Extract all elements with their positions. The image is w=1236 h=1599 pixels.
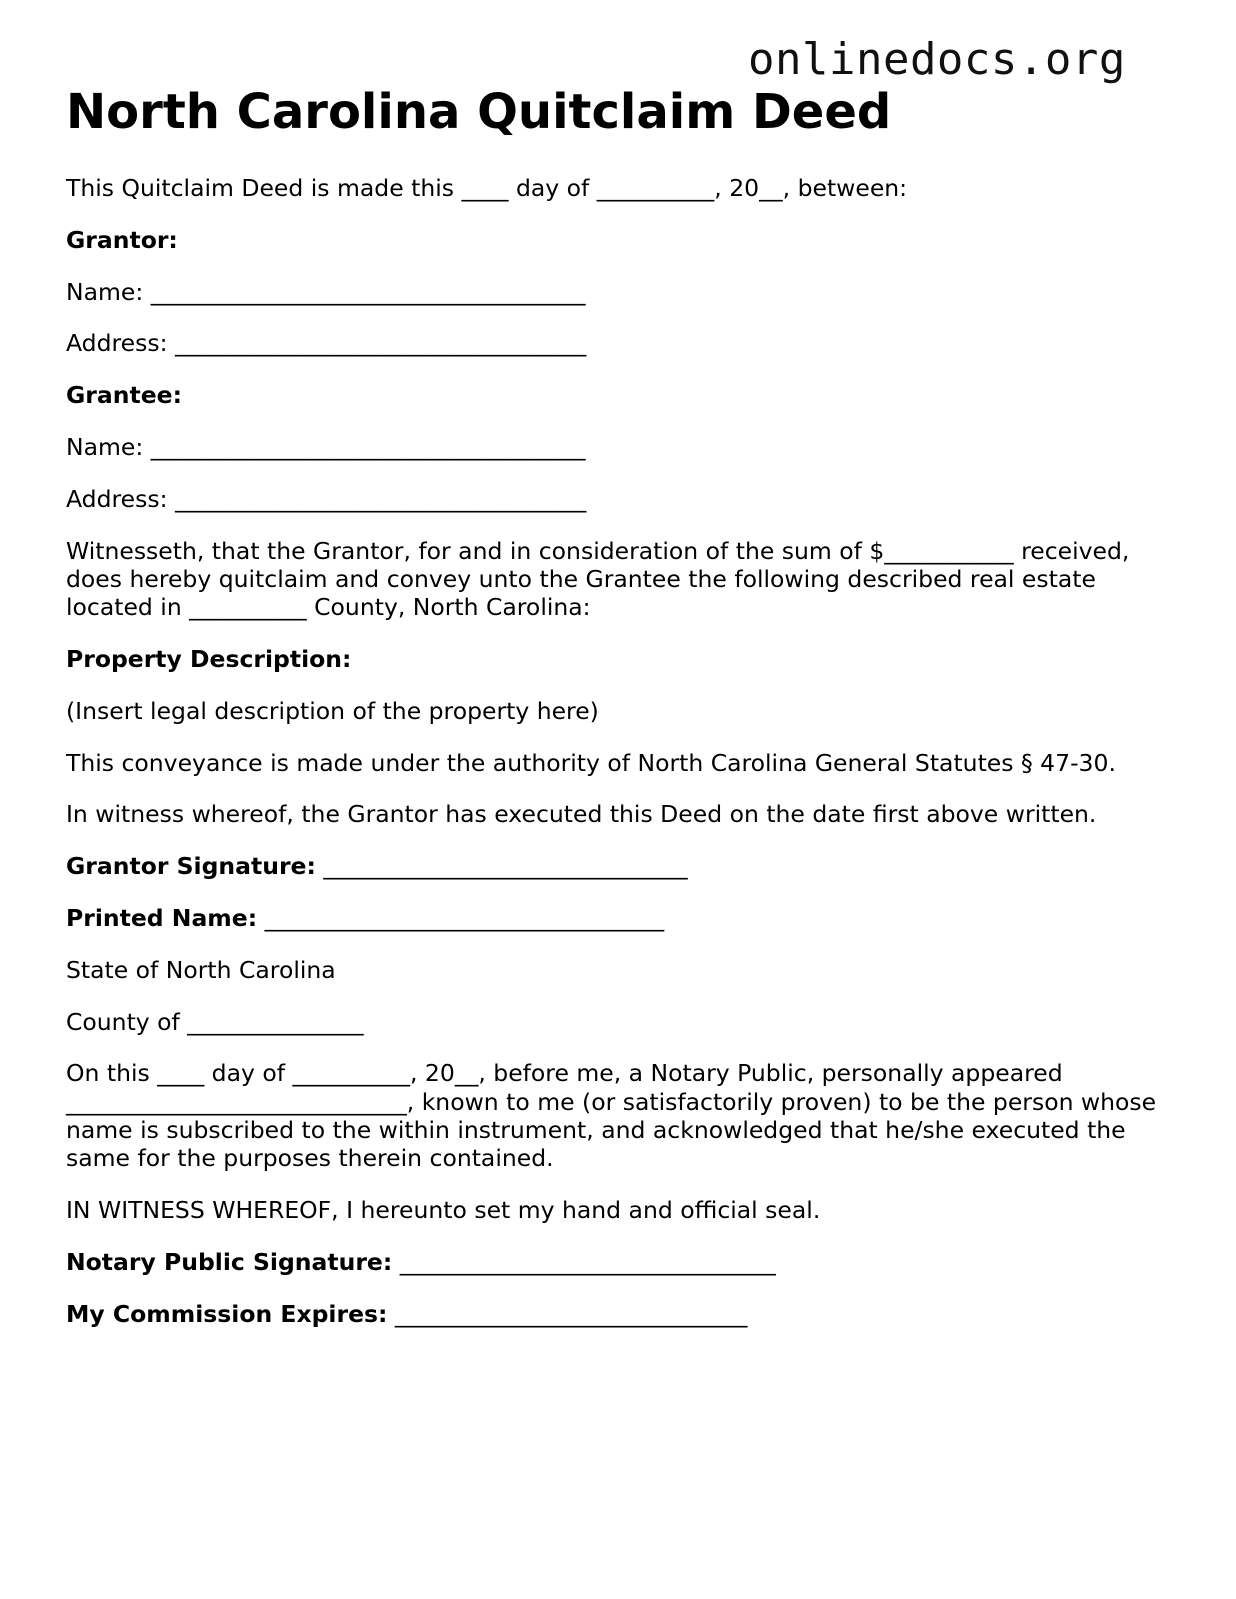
commission-expires-label: My Commission Expires: xyxy=(66,1299,388,1328)
notary-signature-row xyxy=(66,1248,1176,1276)
witnesseth-paragraph: Witnesseth, that the Grantor, for and in consideration of the sum of $___________ received, does hereby quitclaim and convey unto the Grantee the following described real estate located in __________ County, North Carolina: xyxy=(66,536,1130,622)
commission-expires-row xyxy=(66,1300,1176,1328)
grantor-name-field[interactable]: Name: _____________________________________ xyxy=(66,277,586,306)
notary-county-field[interactable]: County of _______________ xyxy=(66,1007,364,1036)
document-title: North Carolina Quitclaim Deed xyxy=(66,84,892,140)
property-description-heading: Property Description: xyxy=(66,644,352,673)
grantor-signature-label: Grantor Signature: xyxy=(66,852,316,881)
site-watermark: onlinedocs.org xyxy=(748,34,1126,85)
grantor-address-field[interactable]: Address: ___________________________________ xyxy=(66,329,587,358)
grantor-heading: Grantor: xyxy=(66,225,178,254)
grantee-address-field[interactable]: Address: ___________________________________ xyxy=(66,484,587,513)
notary-signature-label: Notary Public Signature: xyxy=(66,1247,393,1276)
printed-name-field[interactable]: __________________________________ xyxy=(264,903,665,932)
notary-state: State of North Carolina xyxy=(66,955,336,984)
printed-name-row xyxy=(66,904,1176,932)
commission-expires-field[interactable]: ______________________________ xyxy=(394,1299,748,1328)
property-description-placeholder: (Insert legal description of the property here) xyxy=(66,696,599,725)
intro-paragraph: This Quitclaim Deed is made this ____ day of __________, 20__, between: xyxy=(66,174,908,202)
grantee-name-field[interactable]: Name: _____________________________________ xyxy=(66,432,586,461)
authority-paragraph: This conveyance is made under the authority of North Carolina General Statutes § 47-30. xyxy=(66,748,1116,777)
in-witness-paragraph: In witness whereof, the Grantor has executed this Deed on the date first above written. xyxy=(66,800,1097,829)
grantee-heading: Grantee: xyxy=(66,381,182,410)
notary-witness-seal: IN WITNESS WHEREOF, I hereunto set my hand and official seal. xyxy=(66,1196,821,1225)
printed-name-label: Printed Name: xyxy=(66,903,258,932)
grantor-signature-field[interactable]: _______________________________ xyxy=(323,852,688,881)
notary-acknowledgment: On this ____ day of __________, 20__, before me, a Notary Public, personally appeared _____________________________, known to me (or satisfactorily proven) to be the person whose name is subscribed to the within instrument, and acknowledged that he/she executed the same for the purposes therein contained. xyxy=(66,1059,1157,1173)
deed-body xyxy=(66,174,1176,1351)
notary-signature-field[interactable]: ________________________________ xyxy=(399,1247,776,1276)
grantor-signature-row xyxy=(66,852,1176,880)
